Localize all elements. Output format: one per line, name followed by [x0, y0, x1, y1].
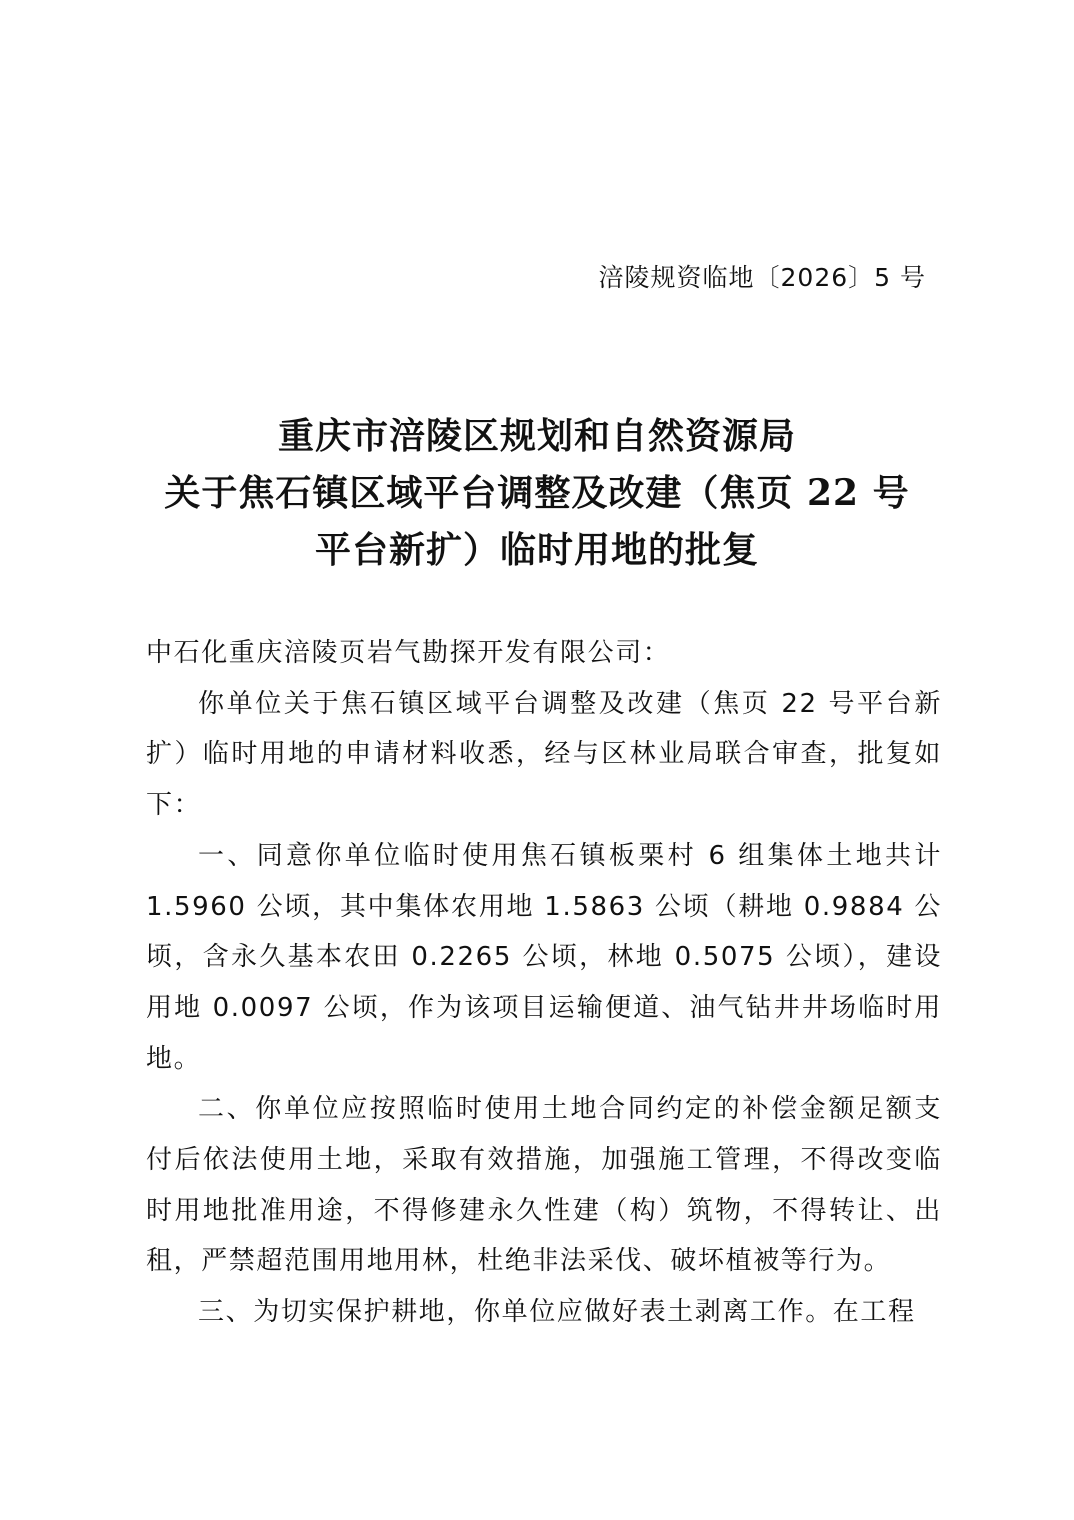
paragraph-item-3: 三、为切实保护耕地，你单位应做好表土剥离工作。在工程	[198, 1297, 916, 1328]
document-number: 涪陵规资临地〔2026〕5 号	[598, 263, 926, 292]
addressee: 中石化重庆涪陵页岩气勘探开发有限公司：	[146, 638, 671, 668]
paragraph-intro: 你单位关于焦石镇区域平台调整及改建（焦页 22 号平台新扩）临时用地的申请材料收悉，经与区林业局联合审查，批复如下：	[146, 688, 942, 821]
title-line: 重庆市涪陵区规划和自然资源局	[277, 415, 796, 457]
document-body	[146, 628, 942, 1338]
paragraph-item-2: 二、你单位应按照临时使用土地合同约定的补偿金额足额支付后依法使用土地，采取有效措施，加强施工管理，不得改变临时用地批准用途，不得修建永久性建（构）筑物，不得转让、出租，严禁超范围用地用林，杜绝非法采伐、破坏植被等行为。	[146, 1094, 942, 1277]
title-line: 平台新扩）临时用地的批复	[314, 529, 759, 571]
document-title	[120, 408, 954, 579]
paragraph-item-1: 一、同意你单位临时使用焦石镇板栗村 6 组集体土地共计 1.5960 公顷，其中集体农用地 1.5863 公顷（耕地 0.9884 公顷，含永久基本农田 0.2265 公顷，林地 0.5075 公顷），建设用地 0.0097 公顷，作为该项目运输便道、油气钻井井场临时用地。	[146, 840, 942, 1074]
title-line: 关于焦石镇区域平台调整及改建（焦页 22 号	[164, 472, 910, 514]
